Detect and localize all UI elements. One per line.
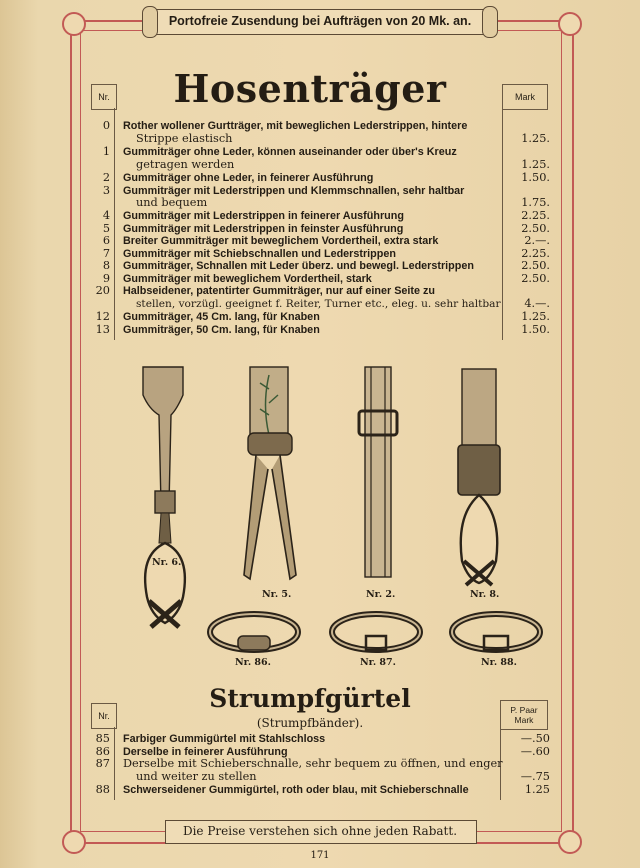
item-description-cont: stellen, vorzügl. geeignet f. Reiter, Turner etc., eleg. u. sehr haltbar [136, 297, 501, 310]
item-price: —.50 [520, 732, 550, 745]
item-price: 1.50. [521, 322, 550, 336]
page-number: 171 [310, 850, 330, 861]
column-header-nr: Nr. [91, 84, 117, 110]
price-row [88, 146, 548, 172]
caption-nr5: Nr. 5. [262, 589, 292, 600]
item-price: 2.25. [521, 246, 550, 260]
item-description: Gummiträger, 45 Cm. lang, für Knaben [123, 311, 320, 323]
section-title-hosentraeger: Hosenträger [173, 66, 447, 111]
garter-illustration-nr87 [330, 610, 422, 654]
item-price: —.60 [520, 744, 550, 758]
suspender-illustration-nr2 [355, 365, 405, 590]
item-description-cont: Strippe elastisch [136, 131, 233, 145]
item-description-cont: und weiter zu stellen [136, 769, 257, 783]
item-price: 2.50. [521, 259, 550, 272]
banner-scroll-left [142, 6, 158, 38]
column-header-price-line2: Mark [514, 715, 534, 725]
suspender-illustration-nr5 [236, 365, 306, 590]
item-price: 4.—. [524, 296, 550, 310]
item-number: 86 [95, 744, 110, 758]
corner-ornament-top-right [558, 12, 582, 36]
item-description: Gummiträger ohne Leder, in feinerer Ausführung [123, 172, 374, 184]
suspender-illustration-nr8 [452, 365, 512, 590]
item-description: Gummiträger mit Schiebschnallen und Lederstrippen [123, 247, 396, 260]
caption-nr88: Nr. 88. [481, 657, 517, 668]
corner-ornament-bottom-right [558, 830, 582, 854]
item-price: 2.50. [521, 221, 550, 235]
item-price: —.75 [520, 769, 550, 783]
item-price: 2.—. [524, 234, 550, 247]
suspender-illustration-nr6 [135, 365, 195, 635]
item-description: Gummiträger mit beweglichem Vordertheil, stark [123, 272, 372, 285]
price-row [88, 758, 548, 784]
footer-text: Die Preise verstehen sich ohne jeden Rabatt. [182, 824, 458, 838]
price-row [88, 285, 548, 311]
item-price: 1.25 [524, 783, 550, 796]
item-price: 1.25. [521, 157, 550, 171]
top-banner [150, 6, 490, 36]
item-number: 87 [95, 757, 110, 770]
item-number: 2 [102, 171, 110, 184]
corner-ornament-bottom-left [62, 830, 86, 854]
item-number: 7 [102, 246, 110, 260]
item-number: 20 [95, 284, 110, 297]
item-number: 12 [95, 310, 110, 323]
garter-illustration-nr88 [450, 610, 542, 654]
garter-illustration-nr86 [208, 610, 300, 654]
item-number: 13 [95, 322, 110, 336]
banner-text: Portofreie Zusendung bei Aufträgen von 20 Mk. an. [168, 14, 472, 28]
item-description: Schwerseidener Gummigürtel, roth oder blau, mit Schieberschnalle [123, 784, 469, 796]
item-description-cont: und bequem [136, 196, 208, 209]
caption-nr86: Nr. 86. [235, 657, 271, 668]
item-number: 8 [102, 259, 110, 272]
item-price: 1.50. [521, 171, 550, 184]
item-price: 1.25. [521, 310, 550, 323]
item-number: 4 [102, 209, 110, 222]
banner-scroll-right [482, 6, 498, 38]
item-description-cont: getragen werden [136, 157, 235, 171]
item-description: Derselbe in feinerer Ausführung [123, 745, 288, 758]
item-number: 3 [102, 183, 110, 197]
item-description: Rother wollener Gurtträger, mit beweglichen Lederstrippen, hintere [123, 120, 468, 132]
caption-nr2: Nr. 2. [366, 589, 396, 600]
item-description: Breiter Gummiträger mit beweglichem Vordertheil, extra stark [123, 235, 439, 247]
column-header-nr: Nr. [91, 703, 117, 729]
item-price: 2.50. [521, 271, 550, 285]
corner-ornament-top-left [62, 12, 86, 36]
item-number: 1 [102, 145, 110, 158]
item-description: Gummiträger ohne Leder, können auseinander oder über's Kreuz [123, 146, 457, 158]
item-description: Derselbe mit Schieberschnalle, sehr bequem zu öffnen, und enger [123, 757, 503, 770]
item-number: 0 [102, 119, 110, 132]
section-subtitle: (Strumpfbänder). [256, 716, 364, 730]
column-header-price-per-pair [500, 700, 548, 730]
caption-nr8: Nr. 8. [470, 589, 500, 600]
column-header-mark: Mark [502, 84, 548, 110]
item-description: Gummiträger, Schnallen mit Leder überz. und bewegl. Lederstrippen [123, 260, 474, 272]
item-price: 2.25. [521, 209, 550, 222]
column-header-price-line1: P. Paar [510, 705, 538, 715]
item-description: Gummiträger mit Lederstrippen in feinster Ausführung [123, 222, 404, 235]
item-number: 5 [102, 221, 110, 235]
price-row [88, 185, 548, 211]
item-description: Farbiger Gummigürtel mit Stahlschloss [123, 733, 326, 745]
item-description: Halbseidener, patentirter Gummiträger, nur auf einer Seite zu [123, 285, 435, 297]
caption-nr6: Nr. 6. [152, 557, 182, 568]
item-number: 9 [102, 271, 110, 285]
item-description: Gummiträger mit Lederstrippen und Klemmschnallen, sehr haltbar [123, 184, 465, 197]
item-number: 6 [102, 234, 110, 247]
price-row [88, 120, 548, 146]
item-price: 1.25. [521, 131, 550, 145]
item-price: 1.75. [521, 196, 550, 209]
caption-nr87: Nr. 87. [360, 657, 396, 668]
footer-banner [165, 818, 475, 844]
item-number: 85 [95, 732, 110, 745]
section-title-strumpfguertel: Strumpfgürtel [209, 684, 411, 713]
item-description: Gummiträger, 50 Cm. lang, für Knaben [123, 323, 320, 336]
item-number: 88 [95, 783, 110, 796]
item-description: Gummiträger mit Lederstrippen in feinerer Ausführung [123, 210, 404, 222]
